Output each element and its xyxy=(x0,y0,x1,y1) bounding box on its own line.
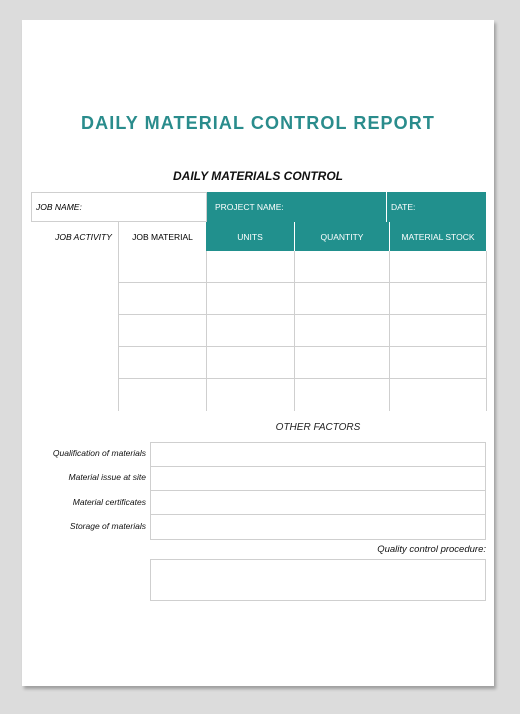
job-material-label: JOB MATERIAL xyxy=(132,231,193,242)
material-table xyxy=(118,251,486,411)
report-page xyxy=(22,20,494,686)
table-cell[interactable] xyxy=(295,379,390,411)
job-name-label: JOB NAME: xyxy=(36,202,82,212)
table-cell[interactable] xyxy=(295,347,390,379)
table-cell[interactable] xyxy=(119,315,207,347)
material-stock-header xyxy=(389,222,486,251)
units-label: UNITS xyxy=(237,231,263,242)
project-name-field[interactable] xyxy=(207,192,386,222)
units-header xyxy=(206,222,294,251)
job-material-header xyxy=(118,222,206,251)
certificates-field[interactable] xyxy=(151,491,485,515)
material-stock-label: MATERIAL STOCK xyxy=(401,231,475,242)
table-cell[interactable] xyxy=(207,251,295,283)
storage-field[interactable] xyxy=(151,515,485,539)
table-cell[interactable] xyxy=(119,379,207,411)
factor-label-qualification: Qualification of materials xyxy=(52,448,146,458)
table-cell[interactable] xyxy=(207,315,295,347)
material-issue-field[interactable] xyxy=(151,467,485,491)
table-cell[interactable] xyxy=(295,251,390,283)
table-cell[interactable] xyxy=(207,347,295,379)
factor-label-issue: Material issue at site xyxy=(68,472,146,482)
other-factors-fields xyxy=(150,442,486,540)
table-cell[interactable] xyxy=(390,379,487,411)
table-cell[interactable] xyxy=(390,283,487,315)
date-field[interactable] xyxy=(386,192,486,222)
section-title: DAILY MATERIALS CONTROL xyxy=(173,169,343,183)
table-cell[interactable] xyxy=(207,379,295,411)
table-cell[interactable] xyxy=(207,283,295,315)
factor-label-certificates: Material certificates xyxy=(72,497,146,507)
table-cell[interactable] xyxy=(119,347,207,379)
other-factors-title: OTHER FACTORS xyxy=(275,422,361,433)
project-name-label: PROJECT NAME: xyxy=(215,202,284,212)
table-cell[interactable] xyxy=(390,315,487,347)
factor-label-storage: Storage of materials xyxy=(69,521,146,531)
quality-control-label: Quality control procedure: xyxy=(377,544,486,555)
table-cell[interactable] xyxy=(295,283,390,315)
job-activity-label: JOB ACTIVITY xyxy=(55,231,112,242)
quantity-label: QUANTITY xyxy=(320,231,364,242)
report-title: DAILY MATERIAL CONTROL REPORT xyxy=(81,113,435,133)
table-cell[interactable] xyxy=(390,251,487,283)
table-cell[interactable] xyxy=(119,251,207,283)
table-cell[interactable] xyxy=(390,347,487,379)
table-cell[interactable] xyxy=(119,283,207,315)
quantity-header xyxy=(294,222,389,251)
qualification-field[interactable] xyxy=(151,443,485,467)
quality-control-field[interactable] xyxy=(150,559,486,601)
job-activity-header xyxy=(31,222,118,251)
table-cell[interactable] xyxy=(295,315,390,347)
date-label: DATE: xyxy=(391,202,416,212)
job-name-field[interactable] xyxy=(31,192,207,222)
